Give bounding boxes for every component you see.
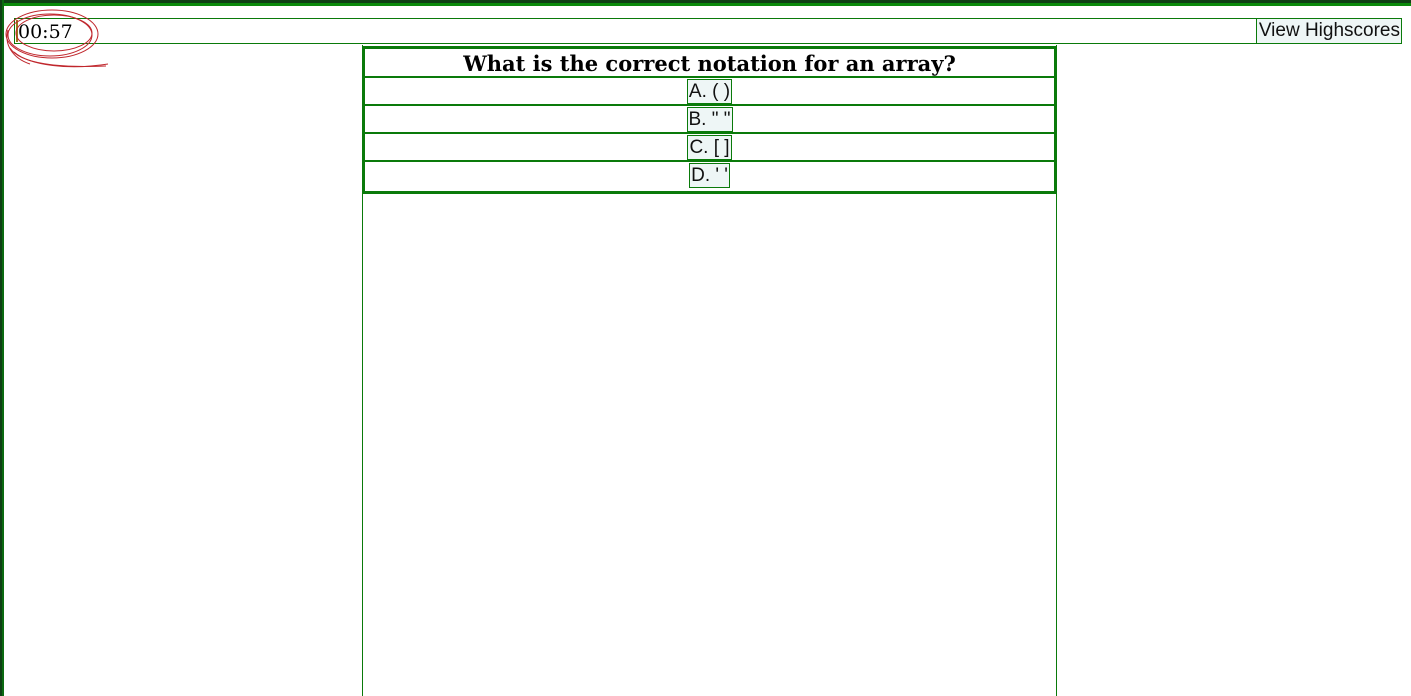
header-bar <box>14 18 1402 44</box>
window-left-border <box>0 0 4 696</box>
choice-c-button[interactable]: C. [ ] <box>689 136 730 158</box>
choice-row <box>365 134 1054 162</box>
choice-a-button[interactable]: A. ( ) <box>688 80 731 102</box>
choice-row <box>365 162 1054 189</box>
choice-row <box>365 106 1054 134</box>
view-highscores-button[interactable]: View Highscores <box>1256 18 1402 44</box>
choice-b-button[interactable]: B. " " <box>688 108 731 130</box>
quiz-card <box>362 46 1057 194</box>
question-text: What is the correct notation for an array? <box>365 49 1054 78</box>
choice-row <box>365 78 1054 106</box>
window-top-border-accent <box>0 3 1411 6</box>
choice-d-button[interactable]: D. ' ' <box>691 165 728 186</box>
countdown-timer: 00:57 <box>18 21 73 43</box>
